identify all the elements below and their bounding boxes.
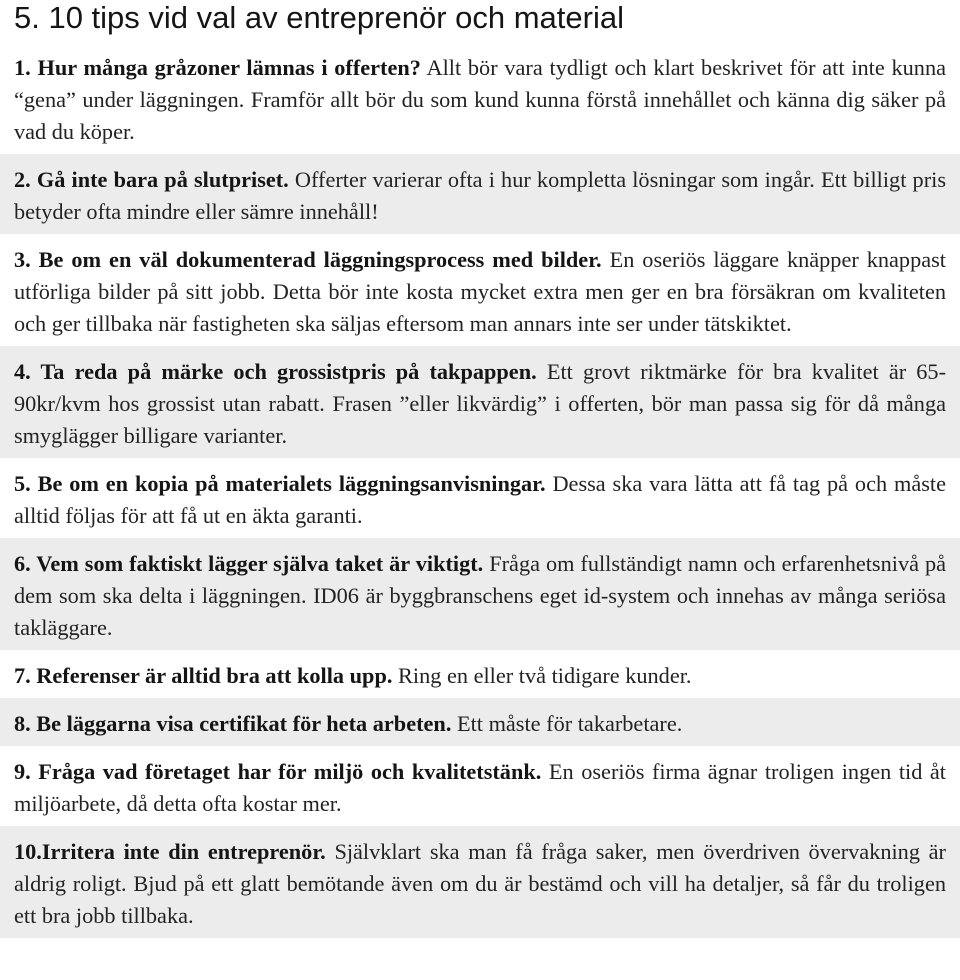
tip-3-lead: 3. Be om en väl dokumenterad läggningsprocess med bilder. bbox=[14, 247, 602, 272]
tip-8-body: Ett måste för takarbetare. bbox=[456, 711, 683, 736]
tip-7-lead: 7. Referenser är alltid bra att kolla upp. bbox=[14, 663, 393, 688]
tip-7-body: Ring en eller två tidigare kunder. bbox=[398, 663, 692, 688]
tip-2-lead: 2. Gå inte bara på slutpriset. bbox=[14, 167, 289, 192]
tip-9-lead: 9. Fråga vad företaget har för miljö och kvalitetstänk. bbox=[14, 759, 542, 784]
tip-1-body: Allt bör vara tydligt och klart beskrivet för att inte kunna “gena” under läggningen. Framför allt bör du som kund kunna förstå innehållet och känna dig säker på vad du köper. bbox=[14, 55, 946, 144]
tip-6-body: Fråga om fullständigt namn och erfarenhetsnivå på dem som ska delta i läggningen. ID06 är byggbranschens eget id-system och innehas av många seriösa takläggare. bbox=[14, 551, 946, 640]
tips-list bbox=[0, 42, 960, 938]
tip-item-1 bbox=[0, 42, 960, 154]
tip-8-lead: 8. Be läggarna visa certifikat för heta arbeten. bbox=[14, 711, 452, 736]
tip-item-7 bbox=[0, 650, 960, 698]
tip-item-4 bbox=[0, 346, 960, 458]
tip-10-body: Självklart ska man få fråga saker, men överdriven övervakning är aldrig roligt. Bjud på ett glatt bemötande även om du är bestämd och vill ha detaljer, så får du troligen ett bra jobb tillbaka. bbox=[14, 839, 946, 928]
tip-item-5 bbox=[0, 458, 960, 538]
page-title: 5. 10 tips vid val av entreprenör och material bbox=[14, 0, 624, 35]
tip-4-lead: 4. Ta reda på märke och grossistpris på takpappen. bbox=[14, 359, 537, 384]
tip-9-body: En oseriös firma ägnar troligen ingen tid åt miljöarbete, då detta ofta kostar mer. bbox=[14, 759, 946, 816]
tip-item-3 bbox=[0, 234, 960, 346]
tip-6-lead: 6. Vem som faktiskt lägger själva taket är viktigt. bbox=[14, 551, 484, 576]
tip-3-body: En oseriös läggare knäpper knappast utförliga bilder på sitt jobb. Detta bör inte kosta mycket extra men ger en bra försäkran om kvaliteten och ger tillbaka när fastigheten ska säljas eftersom man annars inte ser under tätskiktet. bbox=[14, 247, 946, 336]
tip-5-body: Dessa ska vara lätta att få tag på och måste alltid följas för att få ut en äkta garanti. bbox=[14, 471, 946, 528]
tip-item-8 bbox=[0, 698, 960, 746]
tip-item-10 bbox=[0, 826, 960, 938]
tip-item-6 bbox=[0, 538, 960, 650]
tip-item-9 bbox=[0, 746, 960, 826]
tip-item-2 bbox=[0, 154, 960, 234]
tip-5-lead: 5. Be om en kopia på materialets läggningsanvisningar. bbox=[14, 471, 546, 496]
tip-4-body: Ett grovt riktmärke för bra kvalitet är 65-90kr/kvm hos grossist utan rabatt. Frasen ”eller likvärdig” i offerten, bör man passa sig för då många smyglägger billigare varianter. bbox=[14, 359, 947, 448]
tip-1-lead: 1. Hur många gråzoner lämnas i offerten? bbox=[14, 55, 421, 80]
tip-2-body: Offerter varierar ofta i hur kompletta lösningar som ingår. Ett billigt pris betyder ofta mindre eller sämre innehåll! bbox=[14, 167, 946, 224]
tip-10-lead: 10.Irritera inte din entreprenör. bbox=[14, 839, 326, 864]
